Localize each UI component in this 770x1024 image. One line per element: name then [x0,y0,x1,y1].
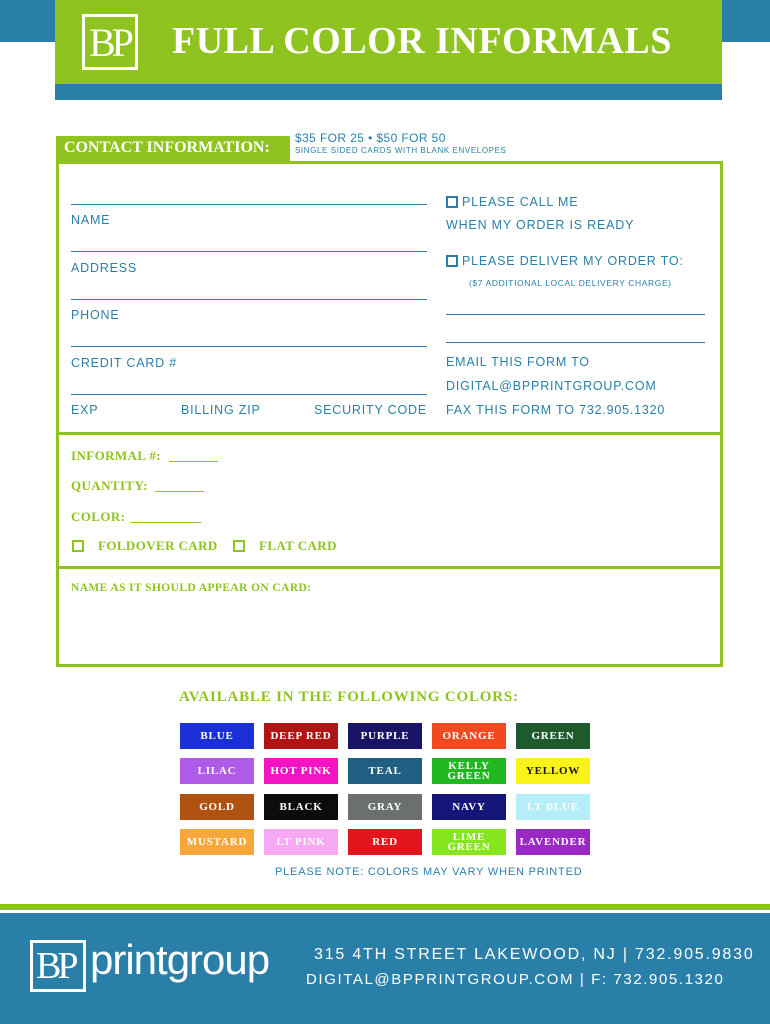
name-label: NAME [71,213,111,227]
foldover-checkbox[interactable] [72,540,84,552]
color-label: COLOR: [71,509,126,524]
exp-label: EXP [71,403,99,417]
color-line[interactable] [131,522,201,523]
name-on-card-label: NAME AS IT SHOULD APPEAR ON CARD: [71,582,312,594]
colors-note: PLEASE NOTE: COLORS MAY VARY WHEN PRINTED [275,866,583,878]
swatch-mustard: MUSTARD [180,829,254,855]
phone-label: PHONE [71,308,120,322]
swatch-deep-red: DEEP RED [264,723,338,749]
billing-zip-label: BILLING ZIP [181,403,261,417]
quantity-line[interactable] [155,491,204,492]
swatch-gold: GOLD [180,794,254,820]
flat-card-label: FLAT CARD [259,538,337,553]
fax-text: FAX THIS FORM TO 732.905.1320 [446,403,666,417]
contact-tab-label: CONTACT INFORMATION: [64,139,270,156]
call-me-label-2: WHEN MY ORDER IS READY [446,218,635,232]
footer-logo-letters: BP [36,945,75,987]
bp-logo [82,14,138,70]
delivery-charge-note: ($7 ADDITIONAL LOCAL DELIVERY CHARGE) [469,278,672,288]
quantity-label: QUANTITY: [71,478,148,493]
colors-title: AVAILABLE IN THE FOLLOWING COLORS: [179,689,519,705]
name-line[interactable] [71,204,427,205]
swatch-purple: PURPLE [348,723,422,749]
banner-strip [55,84,722,100]
swatch-black: BLACK [264,794,338,820]
deliver-checkbox[interactable] [446,255,458,267]
email-address: DIGITAL@BPPRINTGROUP.COM [446,379,657,393]
swatch-lavender: LAVENDER [516,829,590,855]
section-divider [56,566,723,569]
contact-tab [56,136,290,162]
email-form-label: EMAIL THIS FORM TO [446,355,590,369]
price-note: SINGLE SIDED CARDS WITH BLANK ENVELOPES [295,146,507,155]
address-label: ADDRESS [71,261,138,275]
footer-logo-word: printgroup [90,936,270,983]
swatch-lt-pink: LT PINK [264,829,338,855]
billing-line[interactable] [71,394,427,395]
swatch-lime-green: LIME GREEN [432,829,506,855]
swatch-hot-pink: HOT PINK [264,758,338,784]
deliver-label: PLEASE DELIVER MY ORDER TO: [462,254,684,268]
call-me-label: PLEASE CALL ME [462,195,579,209]
footer-contact: DIGITAL@BPPRINTGROUP.COM | F: 732.905.1320 [306,971,725,988]
call-me-checkbox[interactable] [446,196,458,208]
swatch-teal: TEAL [348,758,422,784]
page-title: FULL COLOR INFORMALS [172,20,672,62]
swatch-gray: GRAY [348,794,422,820]
swatch-green: GREEN [516,723,590,749]
swatch-blue: BLUE [180,723,254,749]
delivery-address-line[interactable] [446,314,705,315]
swatch-red: RED [348,829,422,855]
footer-stripe [0,904,770,910]
foldover-label: FOLDOVER CARD [98,538,218,553]
delivery-address-line[interactable] [446,342,705,343]
flat-card-checkbox[interactable] [233,540,245,552]
address-line[interactable] [71,251,427,252]
phone-line[interactable] [71,299,427,300]
swatch-yellow: YELLOW [516,758,590,784]
informal-label: INFORMAL #: [71,448,161,463]
swatch-kelly-green: KELLY GREEN [432,758,506,784]
security-code-label: SECURITY CODE [314,403,427,417]
footer-address: 315 4TH STREET LAKEWOOD, NJ | 732.905.9830 [314,946,755,963]
logo-letters: BP [89,20,130,65]
footer-logo [30,940,86,992]
credit-card-line[interactable] [71,346,427,347]
swatch-lilac: LILAC [180,758,254,784]
swatch-navy: NAVY [432,794,506,820]
swatch-orange: ORANGE [432,723,506,749]
price-text: $35 FOR 25 • $50 FOR 50 [295,131,446,145]
credit-card-label: CREDIT CARD # [71,356,178,370]
swatch-lt-blue: LT BLUE [516,794,590,820]
section-divider [56,432,723,435]
informal-line[interactable] [169,461,218,462]
